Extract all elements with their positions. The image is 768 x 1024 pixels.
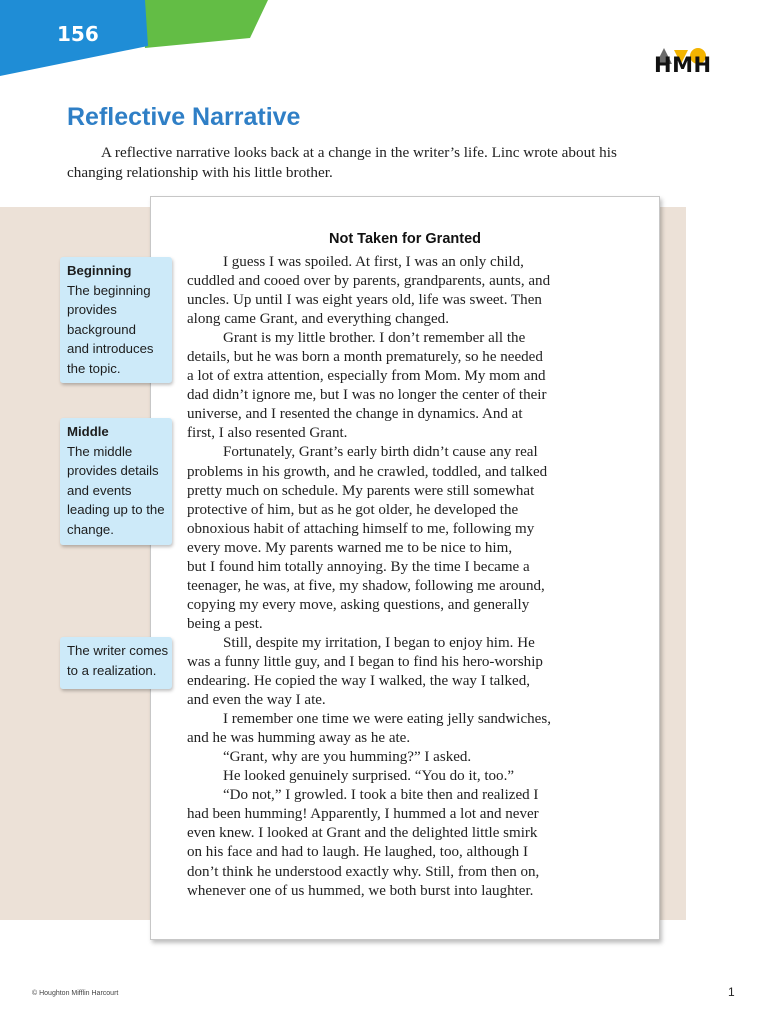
copyright-text: © Houghton Mifflin Harcourt <box>32 990 119 997</box>
callout-line: The writer comes <box>67 643 169 658</box>
intro-paragraph: A reflective narrative looks back at a change in the writer’s life. Linc wrote about his changing relationship with his little brother. <box>67 144 617 181</box>
callout-heading: Beginning <box>67 263 132 278</box>
essay-line: I remember one time we were eating jelly sandwiches, <box>223 711 551 728</box>
essay-line: pretty much on schedule. My parents were still somewhat <box>187 482 535 499</box>
essay-line: being a pest. <box>187 615 263 632</box>
callout-middle <box>60 418 172 545</box>
essay-line: but I found him totally annoying. By the time I became a <box>187 558 530 575</box>
essay-line: He looked genuinely surprised. “You do it, too.” <box>223 768 515 785</box>
essay-line: even knew. I looked at Grant and the delighted little smirk <box>187 825 538 842</box>
essay-line: Fortunately, Grant’s early birth didn’t cause any real <box>223 444 538 461</box>
essay-line: and he was humming away as he ate. <box>187 730 411 747</box>
callout-line: and events <box>67 482 132 498</box>
hmh-logo-text: HMH <box>654 53 712 77</box>
essay-line: protective of him, but as he got older, he developed the <box>187 501 519 518</box>
header-page-number: 156 <box>57 22 99 46</box>
essay-line: details, but he was born a month prematurely, so he needed <box>187 349 543 366</box>
essay-line: obnoxious habit of attaching himself to me, following my <box>187 520 535 537</box>
callout-line: background <box>67 321 136 337</box>
essay-line: Still, despite my irritation, I began to enjoy him. He <box>223 634 535 651</box>
footer-page-number: 1 <box>728 985 735 999</box>
essay-line: a lot of extra attention, especially from Mom. My mom and <box>187 368 546 385</box>
essay-line: don’t think he understood exactly why. Still, from then on, <box>187 863 540 880</box>
essay-line: was a funny little guy, and I began to find his hero-worship <box>187 653 543 670</box>
callout-heading: Middle <box>67 424 109 439</box>
essay-line: Grant is my little brother. I don’t remember all the <box>223 330 526 347</box>
essay-line: universe, and I resented the change in dynamics. And at <box>187 406 523 423</box>
essay-line: endearing. He copied the way I walked, the way I talked, <box>187 673 531 690</box>
essay-line: copying my every move, asking questions, and generally <box>187 596 530 613</box>
essay-line: every move. My parents warned me to be nice to him, <box>187 539 513 556</box>
essay-line: had been humming! Apparently, I hummed a lot and never <box>187 806 539 823</box>
essay-title: Not Taken for Granted <box>329 231 481 247</box>
essay-line: “Grant, why are you humming?” I asked. <box>223 749 472 766</box>
callout-line: The beginning <box>67 282 151 298</box>
page-title: Reflective Narrative <box>67 103 301 131</box>
essay-body <box>187 253 632 901</box>
essay-line: problems in his growth, and he crawled, toddled, and talked <box>187 463 548 480</box>
essay-line: whenever one of us hummed, we both burst into laughter. <box>187 882 534 899</box>
essay-line: first, I also resented Grant. <box>187 425 348 442</box>
essay-line: uncles. Up until I was eight years old, life was sweet. Then <box>187 292 542 309</box>
callout-line: the topic. <box>67 360 121 376</box>
header-green-shape <box>140 0 268 48</box>
callout-line: provides details <box>67 463 159 479</box>
callout-realization <box>60 637 172 689</box>
essay-line: I guess I was spoiled. At first, I was an only child, <box>223 254 524 270</box>
essay-line: and even the way I ate. <box>187 692 326 709</box>
essay-line: teenager, he was, at five, my shadow, following me around, <box>187 577 545 594</box>
callout-line: change. <box>67 521 114 537</box>
essay-line: “Do not,” I growled. I took a bite then and realized I <box>223 787 539 804</box>
essay-line: dad didn’t ignore me, but I was no longer the center of their <box>187 387 547 404</box>
essay-line: along came Grant, and everything changed. <box>187 311 449 328</box>
callout-line: The middle <box>67 443 133 459</box>
header-banner <box>0 0 768 90</box>
callout-line: leading up to the <box>67 502 165 518</box>
callout-line: and introduces <box>67 341 154 357</box>
callout-line: provides <box>67 302 117 318</box>
essay-line: on his face and had to laugh. He laughed, too, although I <box>187 844 528 861</box>
callout-line: to a realization. <box>67 662 157 678</box>
callout-beginning <box>60 257 172 383</box>
essay-line: cuddled and cooed over by parents, grandparents, aunts, and <box>187 273 551 290</box>
